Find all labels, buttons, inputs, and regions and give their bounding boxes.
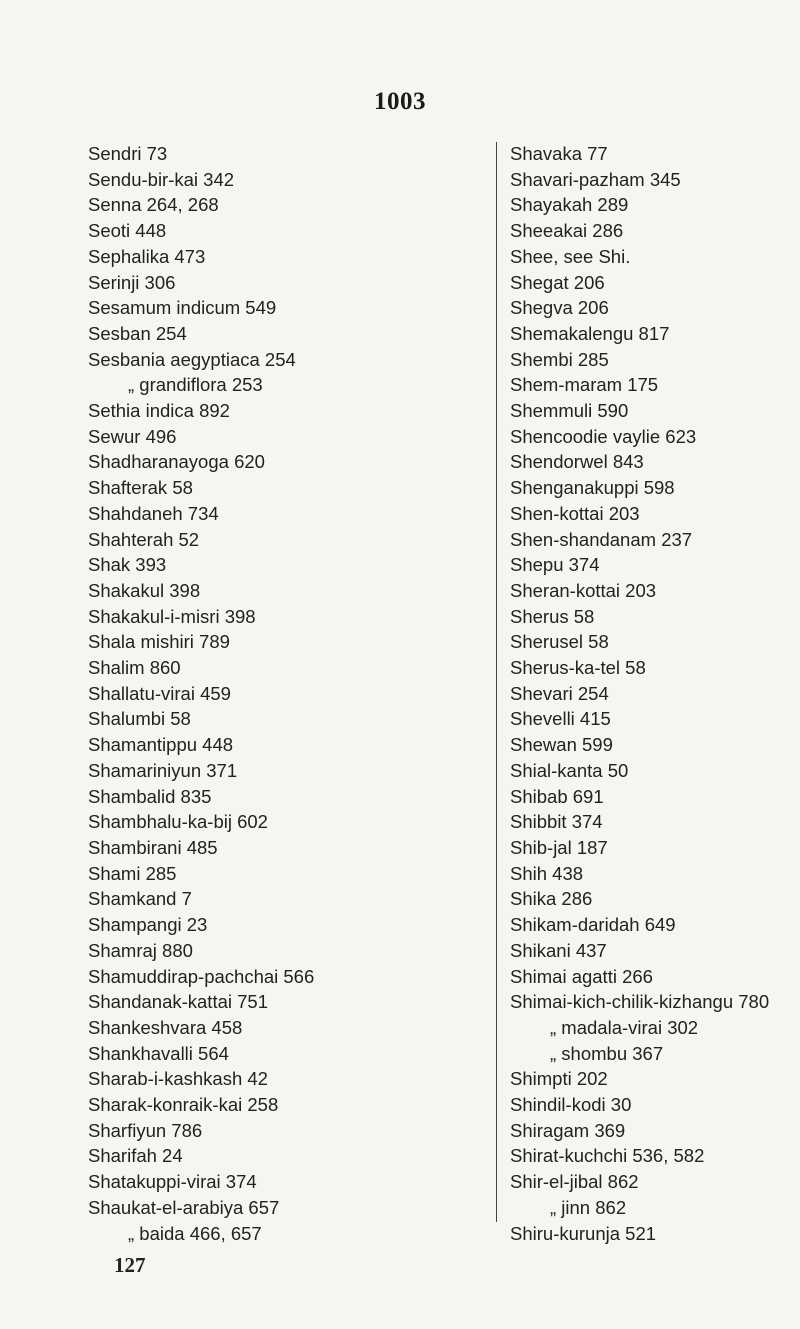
index-entry: Sherus-ka-tel 58 [510, 657, 646, 679]
index-entry: Shavaka 77 [510, 143, 608, 164]
index-entry: Sendri 73 [88, 143, 168, 164]
index-entry: Shemmuli 590 [510, 400, 629, 422]
index-entry: Shika 286 [510, 888, 593, 910]
index-entry: Shala mishiri 789 [88, 631, 230, 653]
index-entry: „ shombu 367 [550, 1042, 664, 1064]
index-entry: Sharifah 24 [88, 1145, 183, 1167]
index-entry: Shib-jal 187 [510, 836, 608, 858]
index-entry: Sewur 496 [88, 425, 177, 447]
index-entry: Sharab-i-kashkash 42 [88, 1068, 268, 1090]
index-entry: Sesamum indicum 549 [88, 297, 277, 319]
index-entry: „ madala-virai 302 [550, 1016, 699, 1038]
index-entry: Shiragam 369 [510, 1119, 626, 1141]
index-entry: Shibbit 374 [510, 811, 603, 833]
index-entry: Shir-el-jibal 862 [510, 1171, 639, 1193]
index-entry: „ grandiflora 253 [128, 374, 263, 396]
index-entry: Sheran-kottai 203 [510, 579, 657, 601]
index-entry: Shafterak 58 [88, 477, 193, 499]
page-number: 1003 [374, 88, 426, 115]
index-entry: Shen-kottai 203 [510, 502, 640, 524]
index-column-left [88, 141, 488, 1246]
index-entry: Shimpti 202 [510, 1068, 608, 1090]
column-divider [496, 142, 497, 1222]
index-entry: Shem-maram 175 [510, 374, 659, 396]
index-entry: Shindil-kodi 30 [510, 1094, 632, 1116]
index-entry: Sharak-konraik-kai 258 [88, 1094, 279, 1116]
index-entry: Shankeshvara 458 [88, 1016, 243, 1038]
index-entry: Shenganakuppi 598 [510, 477, 675, 499]
index-entry: Senna 264, 268 [88, 194, 219, 216]
index-entry: Shikani 437 [510, 939, 607, 961]
index-entry: Shibab 691 [510, 785, 604, 807]
index-entry: Shih 438 [510, 862, 584, 884]
index-column-right [510, 141, 800, 1246]
index-entry: Shen-shandanam 237 [510, 528, 693, 550]
index-entry: Shampangi 23 [88, 914, 208, 936]
index-entry: Shambirani 485 [88, 836, 218, 858]
index-entry: „ jinn 862 [550, 1196, 627, 1218]
index-entry: Shaukat-el-arabiya 657 [88, 1196, 280, 1218]
index-entry: Shakakul 398 [88, 579, 201, 601]
index-entry: Shayakah 289 [510, 194, 629, 216]
index-entry: Serinji 306 [88, 271, 176, 293]
index-entry: Shatakuppi-virai 374 [88, 1171, 257, 1193]
index-entry: Seoti 448 [88, 220, 167, 242]
index-entry: Shepu 374 [510, 554, 600, 576]
index-entry: Shee, see Shi. [510, 245, 631, 267]
index-entry: Shikam-daridah 649 [510, 914, 676, 936]
index-entry: Sendu-bir-kai 342 [88, 168, 235, 190]
index-entry: Shakakul-i-misri 398 [88, 605, 256, 627]
index-entry: Shemakalengu 817 [510, 322, 670, 344]
index-entry: Shevari 254 [510, 682, 609, 704]
index-entry: Shahterah 52 [88, 528, 200, 550]
index-entry: Shalumbi 58 [88, 708, 191, 730]
index-entry: Sethia indica 892 [88, 400, 230, 422]
index-entry: Shevelli 415 [510, 708, 611, 730]
index-entry: Shamariniyun 371 [88, 759, 238, 781]
index-entry: Sesbania aegyptiaca 254 [88, 348, 296, 370]
index-entry: Shamkand 7 [88, 888, 192, 910]
index-entry: Shavari-pazham 345 [510, 168, 681, 190]
index-entry: Shamraj 880 [88, 939, 193, 961]
index-entry: Shak 393 [88, 554, 167, 576]
index-entry: Shamantippu 448 [88, 734, 234, 756]
index-entry: Shambhalu-ka-bij 602 [88, 811, 268, 833]
index-entry: Shiru-kurunja 521 [510, 1222, 657, 1244]
index-entry: Shandanak-kattai 751 [88, 991, 268, 1013]
index-entry: Shencoodie vaylie 623 [510, 425, 697, 447]
index-entry: Shamuddirap-pachchai 566 [88, 965, 315, 987]
index-entry: Sheeakai 286 [510, 220, 624, 242]
index-entry: Shendorwel 843 [510, 451, 644, 473]
index-entry: Shahdaneh 734 [88, 502, 219, 524]
index-entry: Shallatu-virai 459 [88, 682, 231, 704]
index-entry: Shadharanayoga 620 [88, 451, 265, 473]
index-entry: Shimai agatti 266 [510, 965, 653, 987]
index-entry: Shankhavalli 564 [88, 1042, 229, 1064]
index-entry: Shimai-kich-chilik-kizhangu 780 [510, 991, 770, 1013]
footer-page-number: 127 [114, 1253, 146, 1277]
index-entry: Sephalika 473 [88, 245, 206, 267]
index-entry: Sharfiyun 786 [88, 1119, 203, 1141]
index-entry: Shambalid 835 [88, 785, 212, 807]
index-entry: Shembi 285 [510, 348, 609, 370]
index-entry: Shegva 206 [510, 297, 609, 319]
index-entry: Shirat-kuchchi 536, 582 [510, 1145, 705, 1167]
index-entry: Shalim 860 [88, 657, 181, 679]
index-entry: Sherusel 58 [510, 631, 609, 653]
index-entry: Shami 285 [88, 862, 177, 884]
index-entry: Sesban 254 [88, 322, 187, 344]
index-entry: Shewan 599 [510, 734, 613, 756]
index-entry: „ baida 466, 657 [128, 1222, 262, 1244]
index-entry: Shegat 206 [510, 271, 605, 293]
index-entry: Sherus 58 [510, 605, 595, 627]
index-entry: Shial-kanta 50 [510, 759, 629, 781]
